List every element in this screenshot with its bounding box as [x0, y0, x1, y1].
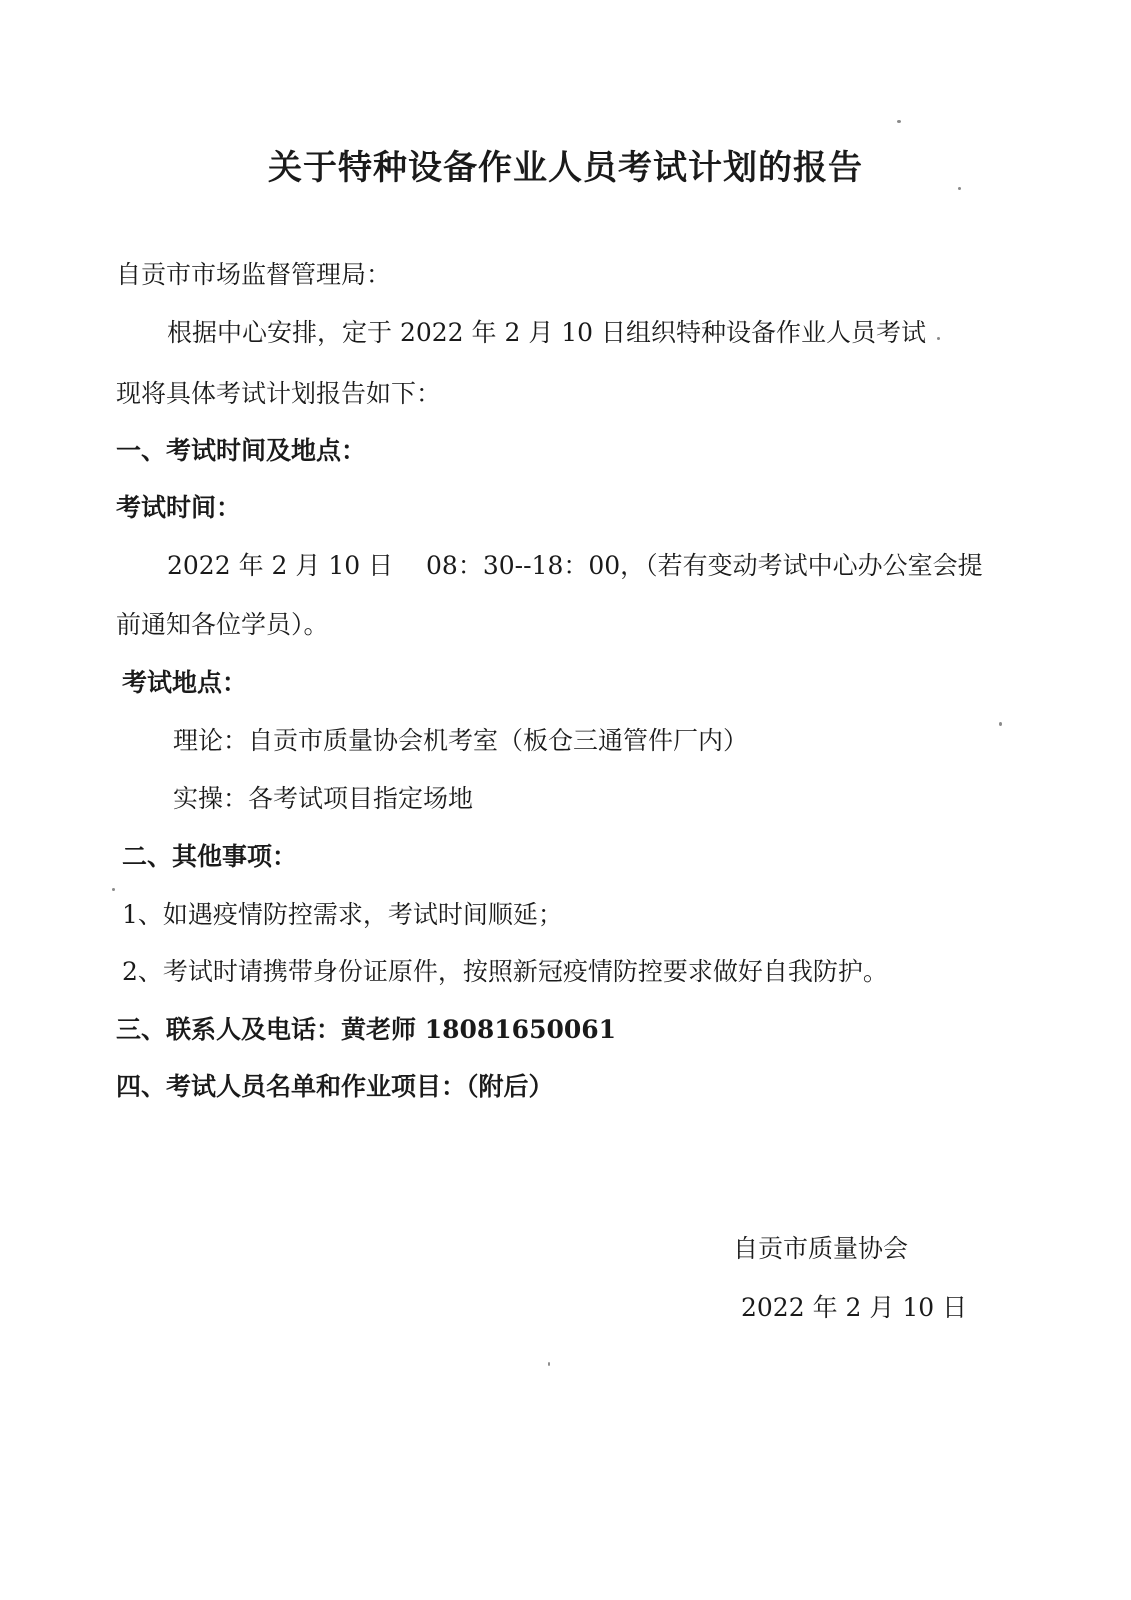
- signature-date: 2022 年 2 月 10 日: [741, 1293, 968, 1322]
- intro-line-1: 根据中心安排，定于 2022 年 2 月 10 日组织特种设备作业人员考试: [167, 318, 927, 347]
- scan-speck: [897, 120, 901, 123]
- exam-place-theory: 理论：自贡市质量协会机考室（板仓三通管件厂内）: [173, 726, 749, 755]
- document-title: 关于特种设备作业人员考试计划的报告: [268, 148, 863, 188]
- scan-speck: [937, 337, 940, 340]
- scan-speck: [958, 187, 961, 190]
- section-2-heading: 二、其他事项：: [122, 842, 298, 871]
- intro-line-2: 现将具体考试计划报告如下：: [116, 379, 442, 408]
- exam-time-line-2: 前通知各位学员）。: [116, 610, 329, 639]
- exam-place-label: 考试地点：: [122, 668, 248, 697]
- signature-org: 自贡市质量协会: [733, 1234, 909, 1263]
- section-3-heading: 三、联系人及电话：黄老师 18081650061: [116, 1015, 617, 1044]
- scan-speck: [548, 1362, 550, 1366]
- section-1-heading: 一、考试时间及地点：: [116, 436, 367, 465]
- exam-time-label: 考试时间：: [116, 493, 242, 522]
- addressee: 自贡市市场监督管理局：: [116, 260, 392, 289]
- other-item-1: 1、如遇疫情防控需求，考试时间顺延；: [122, 900, 563, 929]
- exam-time-line-1: 2022 年 2 月 10 日 08：30--18：00，（若有变动考试中心办公室会提: [167, 551, 983, 580]
- scan-speck: [999, 722, 1002, 726]
- scan-speck: [112, 888, 115, 891]
- other-item-2: 2、考试时请携带身份证原件，按照新冠疫情防控要求做好自我防护。: [122, 957, 888, 986]
- exam-place-practice: 实操：各考试项目指定场地: [173, 784, 474, 813]
- section-4-heading: 四、考试人员名单和作业项目：（附后）: [116, 1072, 554, 1101]
